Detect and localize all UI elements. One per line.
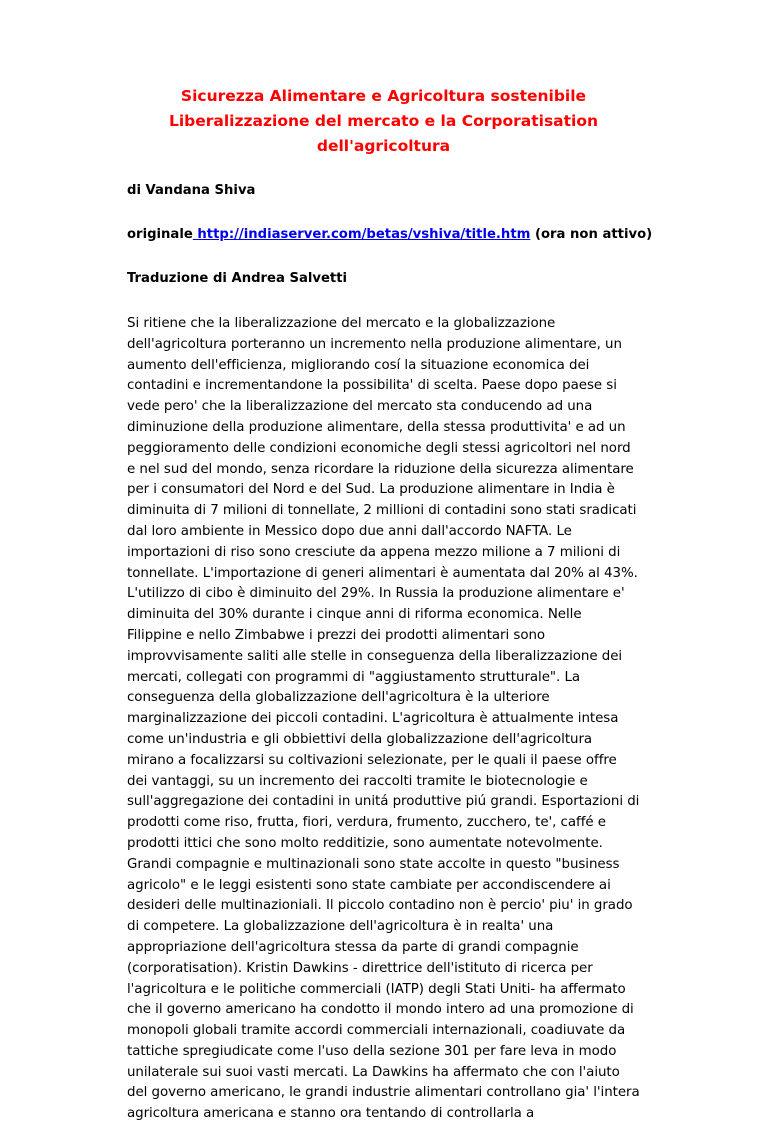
original-source-link[interactable]: http://indiaserver.com/betas/vshiva/title.htm bbox=[192, 227, 531, 242]
original-source-line bbox=[127, 226, 653, 244]
body-paragraph: Si ritiene che la liberalizzazione del mercato e la globalizzazione dell'agricoltura porteranno un incremento nella produzione alimentare, un aumento dell'efficienza, migliorando cosí la situazione economica dei contadini e incrementandone la possibilita' di scelta. Paese dopo paese si vede pero' che la liberalizzazione del mercato sta conducendo ad una diminuzione della produzione alimentare, della stessa produttivita' e ad un peggioramento delle condizioni economiche degli stessi agricoltori nel nord e nel sud del mondo, senza ricordare la riduzione della sicurezza alimentare per i consumatori del Nord e del Sud. La produzione alimentare in India è diminuita di 7 milioni di tonnellate, 2 millioni di contadini sono stati sradicati dal loro ambiente in Messico dopo due anni dall'accordo NAFTA. Le importazioni di riso sono cresciute da appena mezzo milione a 7 milioni di tonnellate. L'importazione di generi alimentari è aumentata dal 20% al 43%. L'utilizzo di cibo è diminuito del 29%. In Russia la produzione alimentare e' diminuita del 30% durante i cinque anni di riforma economica. Nelle Filippine e nello Zimbabwe i prezzi dei prodotti alimentari sono improvvisamente saliti alle stelle in conseguenza della liberalizzazione dei mercati, collegati con programmi di "aggiustamento strutturale". La conseguenza della globalizzazione dell'agricoltura è la ulteriore marginalizzazione dei piccoli contadini. L'agricoltura è attualmente intesa come un'industria e gli obbiettivi della globalizzazione dell'agricoltura mirano a focalizzarsi su coltivazioni selezionate, per le quali il paese offre dei vantaggi, su un incremento dei raccolti tramite le biotecnologie e sull'aggregazione dei contadini in unitá produttive piú grandi. Esportazioni di prodotti come riso, frutta, fiori, verdura, frumento, zucchero, te', caffé e prodotti ittici che sono molto redditizie, sono aumentate notevolmente. Grandi compagnie e multinazionali sono state accolte in questo "business agricolo" e le leggi esistenti sono state cambiate per accondiscendere ai desideri delle multinazioniali. Il piccolo contadino non è percio' piu' in grado di competere. La globalizzazione dell'agricoltura è in realta' una appropriazione dell'agricoltura stessa da parte di grandi compagnie (corporatisation). Kristin Dawkins - direttrice dell'istituto di ricerca per l'agricoltura e le politiche commerciali (IATP) degli Stati Uniti- ha affermato che il governo americano ha condotto il mondo intero ad una promozione di monopoli globali tramite accordi commerciali internazionali, coadiuvate da tattiche spregiudicate come l'uso della sezione 301 per fare leva in modo unilaterale sui suoi vasti mercati. La Dawkins ha affermato che con l'aiuto del governo americano, le grandi industrie alimentari controllano gia' l'intera agricoltura americana e stanno ora tentando di controllarla a bbox=[127, 316, 640, 1122]
author-line: di Vandana Shiva bbox=[127, 183, 256, 198]
original-suffix: (ora non attivo) bbox=[530, 227, 653, 242]
translation-line: Traduzione di Andrea Salvetti bbox=[127, 271, 348, 286]
document-title: Sicurezza Alimentare e Agricoltura sostenibile Liberalizzazione del mercato e la Corporatisation dell'agricoltura bbox=[168, 87, 599, 155]
original-prefix: originale bbox=[127, 227, 193, 242]
